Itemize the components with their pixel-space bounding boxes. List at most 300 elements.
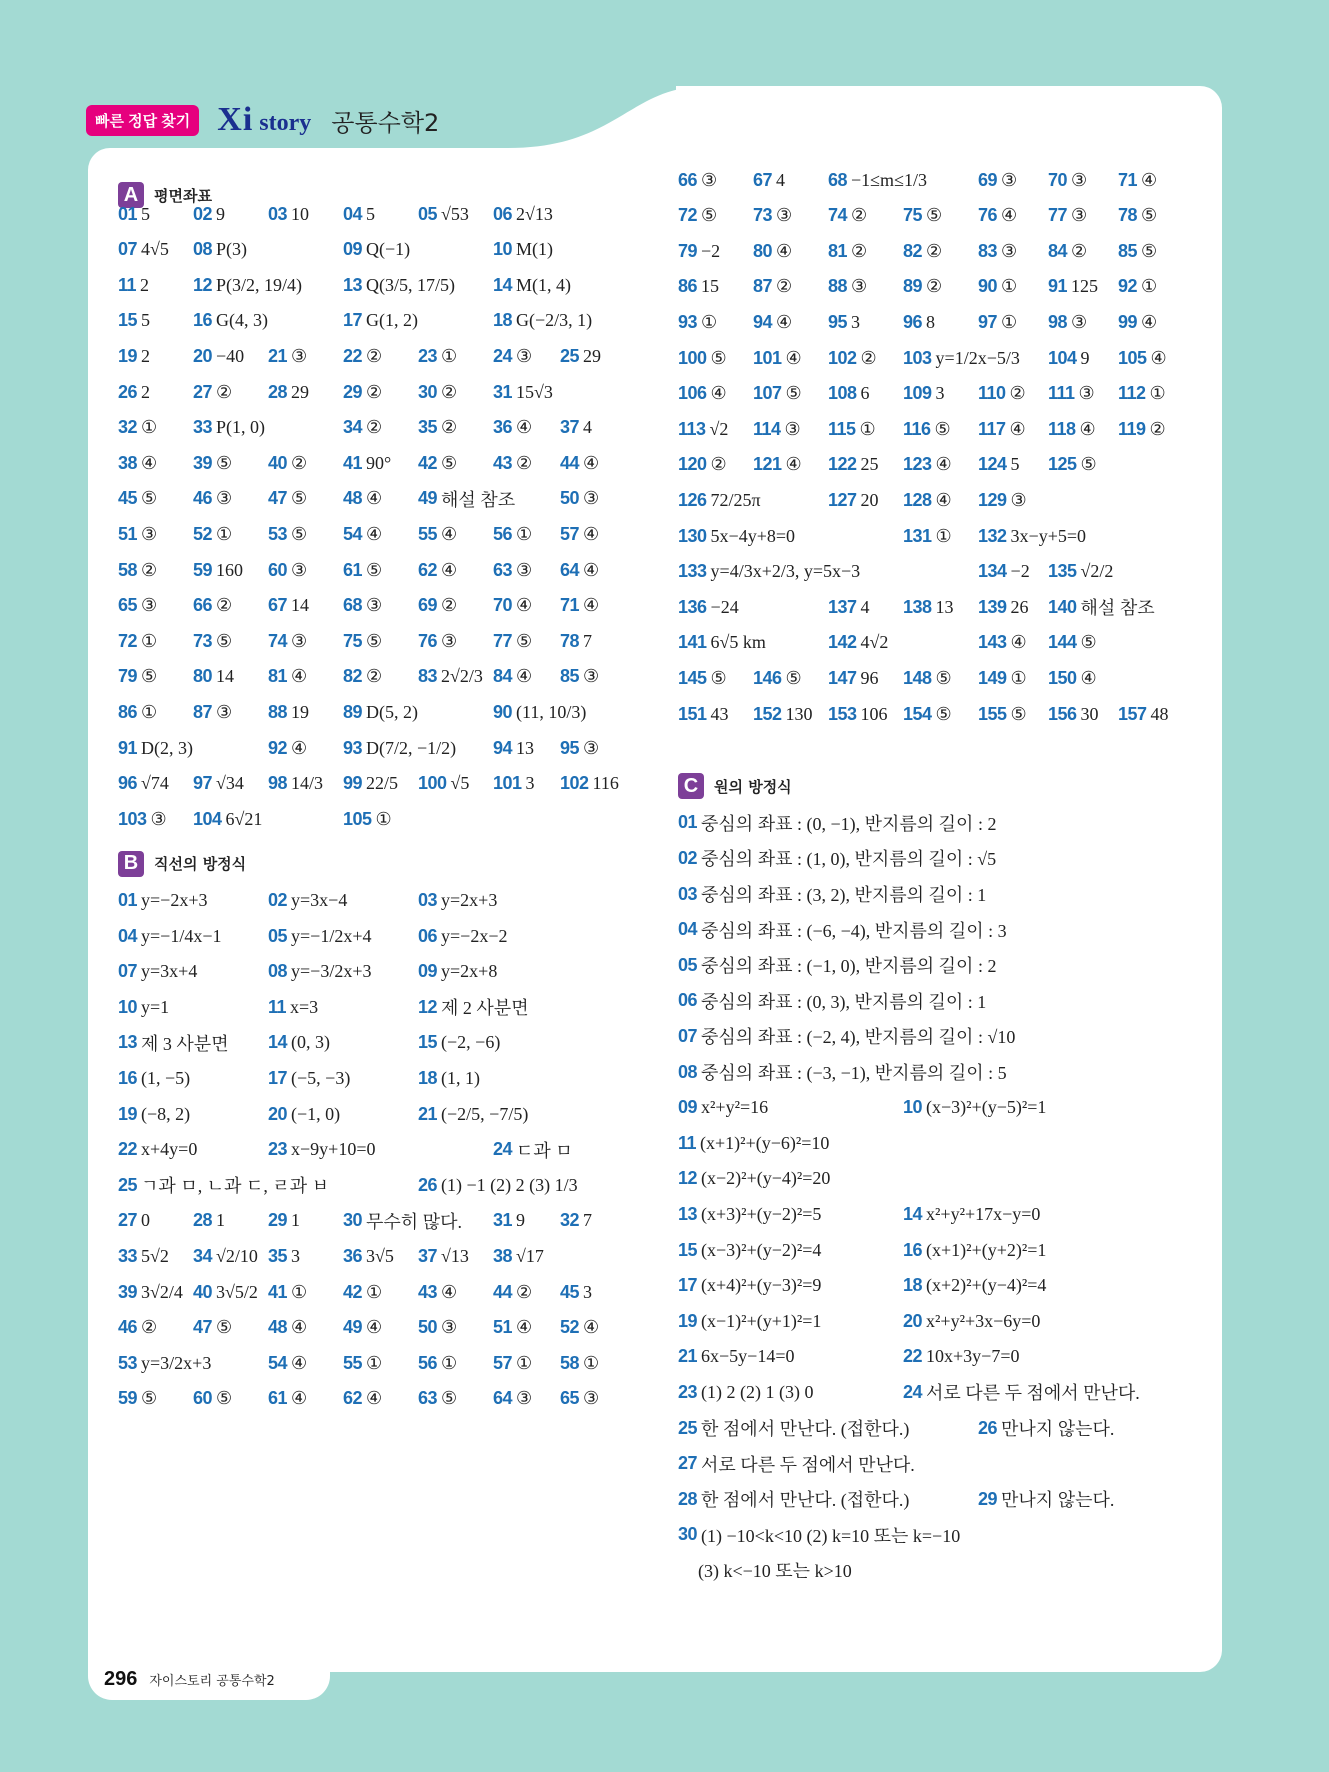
answer-value: ③: [366, 595, 383, 616]
answer-item: [418, 1276, 457, 1308]
answer-item: [118, 625, 157, 657]
problem-number: 29: [268, 1210, 288, 1231]
answer-row: [678, 1163, 1238, 1195]
problem-number: 77: [493, 630, 513, 651]
answer-value: ⑤: [785, 667, 802, 688]
problem-number: 70: [493, 595, 513, 616]
problem-number: 67: [753, 169, 773, 190]
answer-item: [268, 340, 307, 372]
answer-value: √2: [709, 418, 729, 439]
answer-value: 106: [860, 703, 888, 724]
answer-item: [753, 413, 801, 445]
problem-number: 55: [418, 523, 438, 544]
problem-number: 89: [903, 276, 923, 297]
problem-number: 46: [193, 488, 213, 509]
answer-item: [118, 732, 193, 764]
answer-item: [903, 520, 952, 552]
answer-item: [1048, 591, 1155, 623]
problem-number: 02: [193, 203, 213, 224]
answer-item: [193, 696, 232, 728]
answer-item: [698, 1554, 852, 1586]
problem-number: 116: [903, 418, 931, 439]
problem-number: 28: [193, 1210, 213, 1231]
answer-item: [193, 1205, 225, 1237]
answer-item: [903, 235, 942, 267]
answer-row: [678, 342, 1238, 374]
answer-item: [343, 1276, 382, 1308]
answer-value: (1) 2 (2) 1 (3) 0: [701, 1381, 814, 1402]
problem-number: 20: [193, 345, 213, 366]
problem-number: 26: [978, 1417, 998, 1438]
answer-value: 5: [141, 203, 151, 224]
problem-number: 02: [268, 889, 288, 910]
answer-item: [343, 483, 382, 515]
answer-value: 125: [1071, 276, 1099, 297]
answer-item: [418, 483, 515, 515]
problem-number: 25: [678, 1417, 698, 1438]
problem-number: 137: [828, 596, 857, 617]
answer-value: ④: [291, 666, 308, 687]
answer-value: ②: [1009, 383, 1026, 404]
answer-item: [493, 340, 532, 372]
answer-row: [678, 627, 1238, 659]
problem-number: 135: [1048, 561, 1077, 582]
answer-value: ③: [776, 205, 793, 226]
answer-value: D(7/2, −1/2): [366, 737, 457, 758]
answer-item: [493, 1240, 544, 1272]
problem-number: 67: [268, 595, 288, 616]
problem-number: 04: [678, 919, 698, 940]
answer-value: ④: [785, 454, 802, 475]
answer-value: √74: [141, 773, 169, 794]
answer-item: [418, 1383, 457, 1415]
answer-row: [118, 1098, 678, 1130]
answer-item: [343, 1383, 382, 1415]
problem-number: 129: [978, 489, 1007, 510]
answer-item: [493, 376, 553, 408]
answer-value: ④: [583, 559, 600, 580]
problem-number: 92: [1118, 276, 1138, 297]
problem-number: 117: [978, 418, 1006, 439]
answer-value: (−2/5, −7/5): [441, 1103, 529, 1124]
answer-item: [418, 412, 457, 444]
answer-item: [418, 661, 483, 693]
answer-value: ④: [1141, 311, 1158, 332]
answer-value: 3: [291, 1245, 301, 1266]
answer-item: [828, 698, 888, 730]
answer-row: [118, 483, 678, 515]
answer-item: [828, 342, 877, 374]
answer-row: [118, 803, 678, 835]
answer-value: x²+y²+3x−6y=0: [926, 1310, 1041, 1331]
answer-value: ③: [1001, 169, 1018, 190]
answer-item: [1048, 627, 1097, 659]
answer-value: ③: [583, 737, 600, 758]
answer-row: [118, 234, 678, 266]
answer-item: [978, 520, 1086, 552]
answer-value: ⑤: [141, 488, 158, 509]
answer-value: 7: [583, 630, 593, 651]
problem-number: 60: [268, 559, 288, 580]
problem-number: 25: [118, 1174, 138, 1195]
answer-value: 9: [1080, 347, 1090, 368]
answer-row: [118, 1062, 678, 1094]
answer-value: ②: [291, 452, 308, 473]
problem-number: 15: [118, 310, 138, 331]
answer-value: ②: [366, 417, 383, 438]
answer-row: [678, 378, 1238, 410]
answer-value: 2: [141, 381, 151, 402]
answer-value: ③: [141, 523, 158, 544]
answer-item: [678, 1483, 909, 1515]
problem-number: 61: [343, 559, 363, 580]
answer-row: [118, 1205, 678, 1237]
answer-item: [903, 200, 942, 232]
answer-item: [678, 449, 727, 481]
answer-item: [1048, 342, 1090, 374]
answer-value: 해설 참조: [1080, 598, 1155, 619]
answer-item: [1048, 164, 1087, 196]
problem-number: 100: [418, 773, 447, 794]
book-title: 자이스토리 공통수학2: [149, 1674, 275, 1689]
answer-value: ②: [926, 240, 943, 261]
answer-item: [753, 662, 802, 694]
answer-item: [978, 378, 1026, 410]
answer-item: [1118, 306, 1157, 338]
problem-number: 58: [560, 1352, 580, 1373]
answer-row: [678, 1376, 1238, 1408]
problem-number: 79: [118, 666, 138, 687]
problem-number: 149: [978, 667, 1007, 688]
answer-item: [118, 590, 157, 622]
answer-value: 서로 다른 두 점에서 만난다.: [701, 1454, 915, 1475]
answer-value: 4√5: [141, 239, 169, 260]
answer-value: (x−1)²+(y+1)²=1: [701, 1310, 822, 1331]
answer-item: [493, 269, 571, 301]
answer-item: [678, 949, 996, 981]
problem-number: 69: [978, 169, 998, 190]
problem-number: 97: [978, 311, 998, 332]
answer-value: ③: [291, 345, 308, 366]
problem-number: 124: [978, 454, 1007, 475]
problem-number: 101: [493, 773, 522, 794]
problem-number: 12: [678, 1168, 698, 1189]
problem-number: 88: [828, 276, 848, 297]
answer-value: ④: [291, 1388, 308, 1409]
problem-number: 05: [678, 954, 698, 975]
answer-item: [118, 884, 208, 916]
answer-row: [678, 1198, 1238, 1230]
answer-value: 15: [701, 276, 720, 297]
problem-number: 13: [678, 1203, 698, 1224]
problem-number: 08: [268, 961, 288, 982]
answer-row: [678, 556, 1238, 588]
answer-item: [678, 1198, 821, 1230]
answer-item: [193, 590, 232, 622]
problem-number: 27: [118, 1210, 138, 1231]
section-letter: C: [678, 773, 704, 799]
answer-row: [118, 732, 678, 764]
problem-number: 39: [193, 452, 213, 473]
answer-item: [118, 483, 157, 515]
answer-value: (1, −5): [141, 1067, 191, 1088]
answer-item: [560, 1312, 599, 1344]
answer-value: ④: [441, 523, 458, 544]
problem-number: 29: [978, 1488, 998, 1509]
answer-value: ③: [583, 488, 600, 509]
answer-item: [118, 412, 157, 444]
answer-value: √5: [450, 773, 470, 794]
answer-item: [268, 956, 372, 988]
answer-value: ①: [441, 1352, 458, 1373]
problem-number: 112: [1118, 383, 1146, 404]
answer-item: [193, 412, 265, 444]
answer-value: ②: [516, 1281, 533, 1302]
answer-item: [1048, 556, 1113, 588]
answer-row: [118, 661, 678, 693]
answer-item: [118, 696, 157, 728]
problem-number: 09: [343, 239, 363, 260]
answer-item: [343, 376, 382, 408]
answer-row: [678, 164, 1238, 196]
answer-item: [493, 1312, 532, 1344]
problem-number: 11: [268, 996, 287, 1017]
answer-item: [118, 1205, 150, 1237]
problem-number: 21: [678, 1346, 698, 1367]
problem-number: 23: [418, 345, 438, 366]
answer-row: [118, 768, 678, 800]
problem-number: 42: [343, 1281, 363, 1302]
problem-number: 83: [978, 240, 998, 261]
answer-item: [903, 1270, 1046, 1302]
problem-number: 79: [678, 240, 698, 261]
answer-value: ⑤: [216, 452, 233, 473]
problem-number: 81: [828, 240, 848, 261]
problem-number: 99: [1118, 311, 1138, 332]
problem-number: 06: [493, 203, 513, 224]
problem-number: 26: [418, 1174, 438, 1195]
answer-value: ⑤: [516, 630, 533, 651]
answer-item: [1048, 271, 1098, 303]
answer-item: [418, 198, 469, 230]
answer-row: [678, 1554, 1238, 1586]
problem-number: 65: [560, 1388, 580, 1409]
problem-number: 32: [118, 417, 138, 438]
answer-item: [193, 554, 243, 586]
answer-item: [118, 554, 157, 586]
answer-value: y=−2x+3: [141, 889, 208, 910]
answer-item: [560, 625, 592, 657]
answer-item: [560, 412, 592, 444]
answer-value: ③: [516, 559, 533, 580]
answer-row: [118, 920, 678, 952]
answer-value: ⑤: [141, 666, 158, 687]
problem-number: 45: [560, 1281, 580, 1302]
problem-number: 07: [678, 1025, 698, 1046]
problem-number: 75: [343, 630, 363, 651]
answer-value: ①: [375, 808, 392, 829]
problem-number: 148: [903, 667, 932, 688]
answer-item: [268, 1383, 307, 1415]
answer-item: [418, 1312, 457, 1344]
answer-value: −2: [1010, 561, 1030, 582]
problem-number: 43: [418, 1281, 438, 1302]
problem-number: 127: [828, 489, 857, 510]
problem-number: 11: [678, 1132, 697, 1153]
answer-value: 6: [860, 383, 870, 404]
problem-number: 147: [828, 667, 857, 688]
answer-value: ②: [851, 205, 868, 226]
problem-number: 13: [118, 1032, 138, 1053]
answer-value: 제 3 사분면: [141, 1033, 229, 1054]
answer-value: 4: [583, 417, 593, 438]
answer-item: [903, 378, 945, 410]
problem-number: 74: [268, 630, 288, 651]
answer-value: ④: [366, 523, 383, 544]
answer-value: 20: [860, 489, 879, 510]
problem-number: 98: [268, 773, 288, 794]
answer-item: [493, 732, 534, 764]
answer-value: ①: [516, 1352, 533, 1373]
answer-row: [678, 698, 1238, 730]
problem-number: 89: [343, 701, 363, 722]
problem-number: 77: [1048, 205, 1068, 226]
answer-row: [118, 1312, 678, 1344]
answer-value: y=−1/2x+4: [291, 925, 372, 946]
answer-item: [903, 1198, 1040, 1230]
answer-value: y=2x+8: [441, 961, 498, 982]
problem-number: 141: [678, 632, 707, 653]
problem-number: 126: [678, 489, 707, 510]
answer-item: [418, 1062, 480, 1094]
problem-number: 74: [828, 205, 848, 226]
page-title: 공통수학2: [331, 108, 440, 137]
problem-number: 07: [118, 961, 138, 982]
problem-number: 150: [1048, 667, 1077, 688]
answer-value: (x−3)²+(y−5)²=1: [926, 1097, 1047, 1118]
answer-item: [493, 554, 532, 586]
problem-number: 136: [678, 596, 707, 617]
answer-item: [560, 732, 599, 764]
problem-number: 115: [828, 418, 856, 439]
answer-value: ⑤: [935, 667, 952, 688]
problem-number: 87: [193, 701, 213, 722]
problem-number: 38: [118, 452, 138, 473]
answer-row: [678, 985, 1238, 1017]
answer-item: [1118, 342, 1167, 374]
answer-row: [678, 842, 1238, 874]
answer-item: [418, 376, 457, 408]
answer-row: [678, 413, 1238, 445]
problem-number: 85: [1118, 240, 1138, 261]
answer-value: 2: [140, 274, 150, 295]
answer-item: [828, 271, 867, 303]
answer-value: ⑤: [216, 1388, 233, 1409]
answer-item: [118, 1098, 190, 1130]
answer-row: [678, 1341, 1238, 1373]
answer-item: [268, 590, 309, 622]
section-title: 원의 방정식: [714, 777, 792, 796]
answer-item: [418, 920, 508, 952]
answer-item: [1048, 200, 1087, 232]
problem-number: 28: [268, 381, 288, 402]
answer-item: [678, 914, 1007, 946]
answer-value: (x+1)²+(y+2)²=1: [926, 1239, 1047, 1260]
answer-value: 30: [1080, 703, 1099, 724]
answer-row: [118, 1240, 678, 1272]
answer-item: [268, 483, 307, 515]
problem-number: 142: [828, 632, 857, 653]
problem-number: 81: [268, 666, 288, 687]
answer-value: y=−2x−2: [441, 925, 508, 946]
answer-item: [118, 803, 167, 835]
problem-number: 87: [753, 276, 773, 297]
problem-number: 63: [493, 559, 513, 580]
answer-item: [903, 1092, 1046, 1124]
problem-number: 130: [678, 525, 707, 546]
answer-item: [678, 842, 996, 874]
answer-value: 3√5: [366, 1245, 394, 1266]
problem-number: 17: [268, 1067, 288, 1088]
problem-number: 27: [193, 381, 213, 402]
problem-number: 100: [678, 347, 707, 368]
answer-item: [418, 1169, 578, 1201]
answer-item: [678, 1092, 768, 1124]
answer-item: [678, 807, 996, 839]
answer-item: [268, 884, 347, 916]
answer-value: ①: [366, 1281, 383, 1302]
answer-item: [268, 1276, 307, 1308]
answer-item: [1118, 413, 1166, 445]
answer-item: [118, 1240, 169, 1272]
problem-number: 24: [493, 345, 513, 366]
answer-item: [560, 1383, 599, 1415]
problem-number: 146: [753, 667, 782, 688]
answer-item: [268, 1240, 300, 1272]
answer-item: [268, 1312, 307, 1344]
problem-number: 93: [678, 311, 698, 332]
problem-number: 19: [118, 345, 138, 366]
answer-item: [828, 200, 867, 232]
problem-number: 09: [418, 961, 438, 982]
answer-item: [678, 271, 719, 303]
problem-number: 59: [193, 559, 213, 580]
answer-value: ⑤: [710, 667, 727, 688]
answer-value: ②: [860, 347, 877, 368]
answer-item: [678, 985, 986, 1017]
answer-value: ②: [776, 276, 793, 297]
answer-value: ㄷ과 ㅁ: [516, 1140, 573, 1161]
problem-number: 42: [418, 452, 438, 473]
answer-value: P(1, 0): [216, 417, 266, 438]
answer-value: y=1: [141, 996, 170, 1017]
answer-item: [193, 803, 262, 835]
problem-number: 16: [903, 1239, 923, 1260]
answer-item: [118, 340, 150, 372]
answer-value: P(3): [216, 239, 248, 260]
answer-item: [678, 306, 717, 338]
problem-number: 32: [560, 1210, 580, 1231]
answer-row: [118, 198, 678, 230]
answer-item: [118, 1312, 157, 1344]
answer-item: [678, 878, 986, 910]
answer-value: ④: [583, 452, 600, 473]
answer-value: ③: [216, 701, 233, 722]
answer-item: [193, 518, 232, 550]
answer-item: [903, 413, 951, 445]
answer-value: 3: [525, 773, 535, 794]
answer-item: [343, 518, 382, 550]
